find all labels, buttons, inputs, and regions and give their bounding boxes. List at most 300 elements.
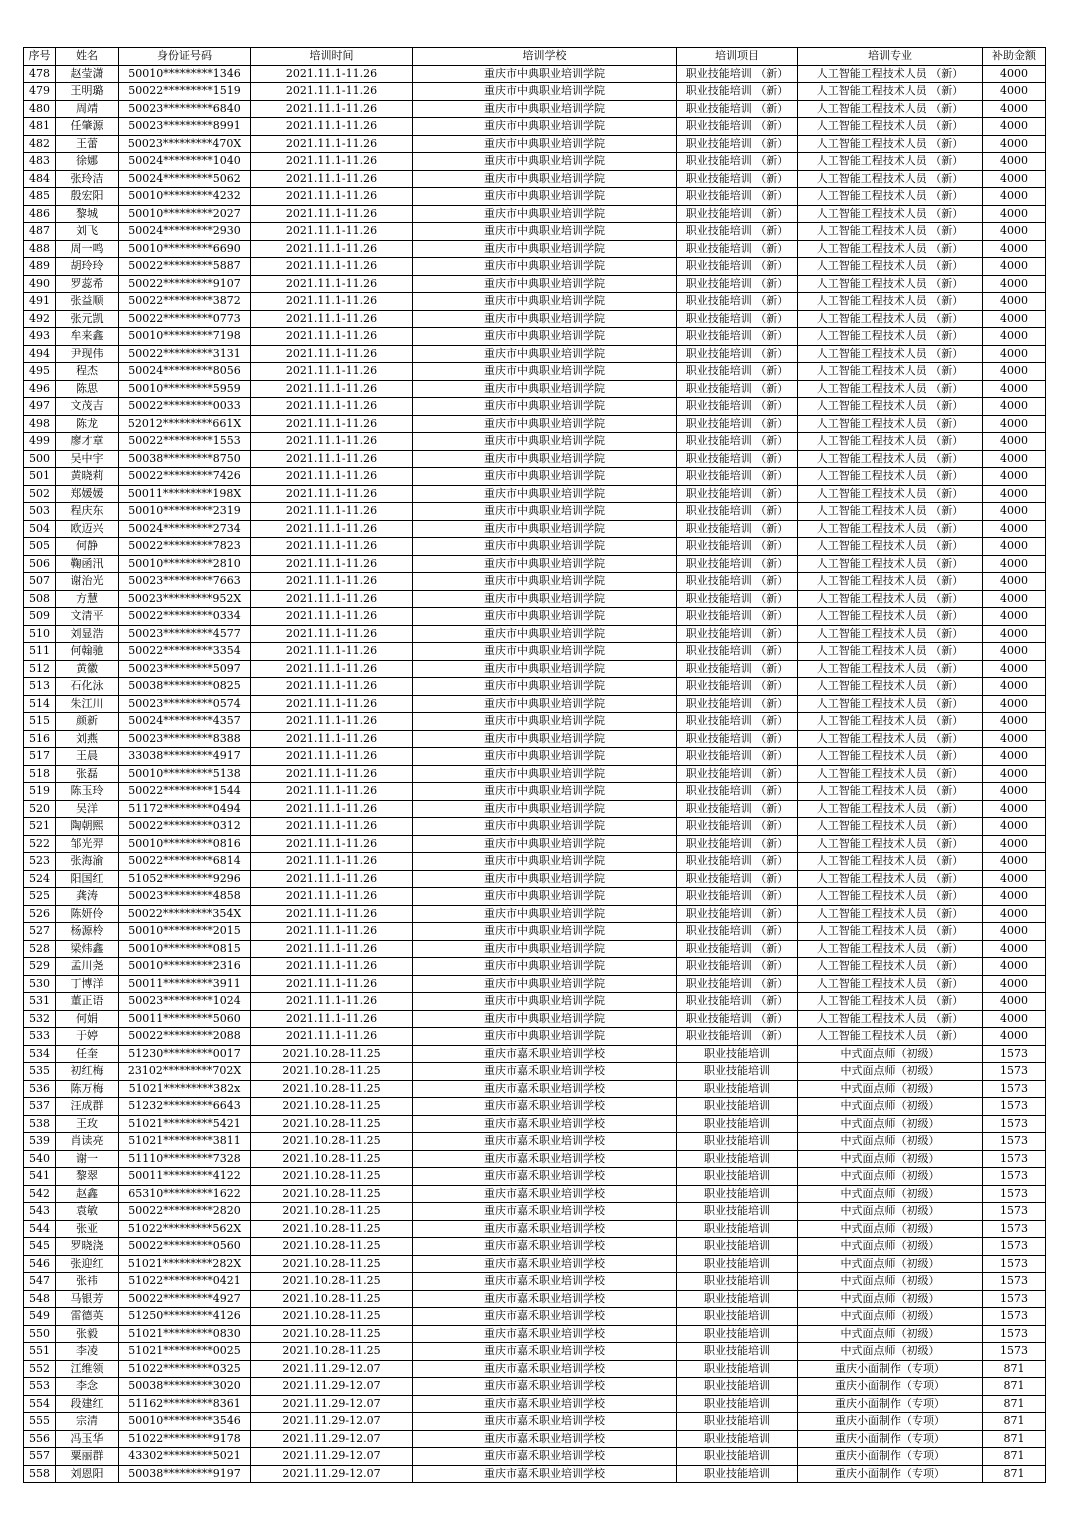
table-row bbox=[24, 958, 1046, 976]
cell-training-project: 职业技能培训 （新） bbox=[677, 573, 798, 591]
cell-training-time: 2021.11.1-11.26 bbox=[251, 328, 413, 346]
cell-name: 陈龙 bbox=[56, 415, 119, 433]
cell-training-project: 职业技能培训 bbox=[677, 1045, 798, 1063]
cell-id-number: 50010*********2027 bbox=[119, 205, 251, 223]
cell-training-project: 职业技能培训 bbox=[677, 1168, 798, 1186]
cell-index: 496 bbox=[24, 380, 56, 398]
cell-training-project: 职业技能培训 （新） bbox=[677, 800, 798, 818]
cell-training-major: 人工智能工程技术人员 （新） bbox=[798, 783, 983, 801]
cell-training-project: 职业技能培训 （新） bbox=[677, 590, 798, 608]
cell-subsidy-amount: 1573 bbox=[983, 1203, 1046, 1221]
cell-training-major: 中式面点师（初级） bbox=[798, 1115, 983, 1133]
cell-subsidy-amount: 1573 bbox=[983, 1273, 1046, 1291]
cell-training-time: 2021.11.1-11.26 bbox=[251, 608, 413, 626]
header-training-major: 培训专业 bbox=[798, 48, 983, 66]
table-row bbox=[24, 1080, 1046, 1098]
cell-training-project: 职业技能培训 （新） bbox=[677, 958, 798, 976]
cell-index: 510 bbox=[24, 625, 56, 643]
cell-subsidy-amount: 4000 bbox=[983, 783, 1046, 801]
cell-subsidy-amount: 4000 bbox=[983, 275, 1046, 293]
cell-training-project: 职业技能培训 （新） bbox=[677, 1010, 798, 1028]
cell-name: 何翰驰 bbox=[56, 643, 119, 661]
cell-name: 石化泳 bbox=[56, 678, 119, 696]
cell-index: 537 bbox=[24, 1098, 56, 1116]
cell-index: 549 bbox=[24, 1308, 56, 1326]
cell-training-major: 重庆小面制作（专项） bbox=[798, 1430, 983, 1448]
table-row bbox=[24, 1343, 1046, 1361]
cell-name: 鞠函汛 bbox=[56, 555, 119, 573]
table-row bbox=[24, 1010, 1046, 1028]
cell-id-number: 50023*********4858 bbox=[119, 888, 251, 906]
cell-id-number: 51172*********0494 bbox=[119, 800, 251, 818]
cell-id-number: 50038*********9197 bbox=[119, 1465, 251, 1483]
cell-index: 542 bbox=[24, 1185, 56, 1203]
cell-training-school: 重庆市中典职业培训学院 bbox=[413, 975, 677, 993]
cell-training-major: 人工智能工程技术人员 （新） bbox=[798, 118, 983, 136]
cell-training-project: 职业技能培训 （新） bbox=[677, 188, 798, 206]
cell-subsidy-amount: 1573 bbox=[983, 1255, 1046, 1273]
cell-training-major: 人工智能工程技术人员 （新） bbox=[798, 380, 983, 398]
cell-training-school: 重庆市中典职业培训学院 bbox=[413, 433, 677, 451]
cell-training-school: 重庆市中典职业培训学院 bbox=[413, 188, 677, 206]
table-row bbox=[24, 503, 1046, 521]
cell-subsidy-amount: 871 bbox=[983, 1448, 1046, 1466]
table-row bbox=[24, 1238, 1046, 1256]
cell-id-number: 23102*********702X bbox=[119, 1063, 251, 1081]
cell-training-school: 重庆市嘉禾职业培训学校 bbox=[413, 1115, 677, 1133]
cell-training-school: 重庆市中典职业培训学院 bbox=[413, 293, 677, 311]
cell-training-major: 中式面点师（初级） bbox=[798, 1238, 983, 1256]
cell-id-number: 51021*********282X bbox=[119, 1255, 251, 1273]
cell-name: 何娟 bbox=[56, 1010, 119, 1028]
cell-index: 524 bbox=[24, 870, 56, 888]
cell-subsidy-amount: 4000 bbox=[983, 660, 1046, 678]
cell-subsidy-amount: 871 bbox=[983, 1430, 1046, 1448]
cell-training-major: 人工智能工程技术人员 （新） bbox=[798, 678, 983, 696]
cell-subsidy-amount: 4000 bbox=[983, 538, 1046, 556]
cell-training-project: 职业技能培训 bbox=[677, 1413, 798, 1431]
cell-id-number: 50024*********2930 bbox=[119, 223, 251, 241]
table-row bbox=[24, 170, 1046, 188]
cell-training-project: 职业技能培训 （新） bbox=[677, 100, 798, 118]
cell-training-major: 人工智能工程技术人员 （新） bbox=[798, 293, 983, 311]
cell-training-school: 重庆市中典职业培训学院 bbox=[413, 118, 677, 136]
cell-name: 罗晓浇 bbox=[56, 1238, 119, 1256]
cell-training-major: 人工智能工程技术人员 （新） bbox=[798, 923, 983, 941]
cell-name: 赵莹潇 bbox=[56, 65, 119, 83]
cell-id-number: 50010*********0816 bbox=[119, 835, 251, 853]
cell-training-major: 中式面点师（初级） bbox=[798, 1343, 983, 1361]
cell-training-time: 2021.10.28-11.25 bbox=[251, 1325, 413, 1343]
cell-index: 479 bbox=[24, 83, 56, 101]
cell-training-school: 重庆市中典职业培训学院 bbox=[413, 695, 677, 713]
table-row bbox=[24, 363, 1046, 381]
cell-training-major: 人工智能工程技术人员 （新） bbox=[798, 625, 983, 643]
cell-training-project: 职业技能培训 bbox=[677, 1360, 798, 1378]
cell-training-school: 重庆市嘉禾职业培训学校 bbox=[413, 1308, 677, 1326]
cell-subsidy-amount: 4000 bbox=[983, 888, 1046, 906]
cell-index: 551 bbox=[24, 1343, 56, 1361]
cell-index: 485 bbox=[24, 188, 56, 206]
cell-index: 543 bbox=[24, 1203, 56, 1221]
cell-id-number: 50010*********2319 bbox=[119, 503, 251, 521]
cell-training-project: 职业技能培训 （新） bbox=[677, 275, 798, 293]
table-row bbox=[24, 993, 1046, 1011]
cell-training-project: 职业技能培训 bbox=[677, 1343, 798, 1361]
cell-training-project: 职业技能培训 （新） bbox=[677, 485, 798, 503]
cell-id-number: 50022*********0560 bbox=[119, 1238, 251, 1256]
cell-id-number: 50022*********354X bbox=[119, 905, 251, 923]
cell-subsidy-amount: 4000 bbox=[983, 870, 1046, 888]
cell-name: 陈玉玲 bbox=[56, 783, 119, 801]
table-row bbox=[24, 485, 1046, 503]
cell-training-time: 2021.11.1-11.26 bbox=[251, 783, 413, 801]
cell-training-school: 重庆市中典职业培训学院 bbox=[413, 713, 677, 731]
cell-subsidy-amount: 4000 bbox=[983, 240, 1046, 258]
cell-name: 张毅 bbox=[56, 1325, 119, 1343]
cell-training-project: 职业技能培训 （新） bbox=[677, 905, 798, 923]
cell-training-school: 重庆市中典职业培训学院 bbox=[413, 853, 677, 871]
cell-training-time: 2021.11.1-11.26 bbox=[251, 958, 413, 976]
table-row bbox=[24, 1308, 1046, 1326]
cell-training-time: 2021.10.28-11.25 bbox=[251, 1185, 413, 1203]
cell-subsidy-amount: 4000 bbox=[983, 363, 1046, 381]
cell-index: 546 bbox=[24, 1255, 56, 1273]
cell-training-major: 人工智能工程技术人员 （新） bbox=[798, 870, 983, 888]
cell-id-number: 50023*********8388 bbox=[119, 730, 251, 748]
cell-subsidy-amount: 4000 bbox=[983, 415, 1046, 433]
cell-training-time: 2021.11.29-12.07 bbox=[251, 1448, 413, 1466]
cell-index: 515 bbox=[24, 713, 56, 731]
cell-name: 袁敏 bbox=[56, 1203, 119, 1221]
cell-training-major: 人工智能工程技术人员 （新） bbox=[798, 713, 983, 731]
cell-training-project: 职业技能培训 （新） bbox=[677, 83, 798, 101]
cell-name: 黄徽 bbox=[56, 660, 119, 678]
cell-subsidy-amount: 4000 bbox=[983, 695, 1046, 713]
cell-training-major: 人工智能工程技术人员 （新） bbox=[798, 993, 983, 1011]
cell-training-school: 重庆市嘉禾职业培训学校 bbox=[413, 1378, 677, 1396]
cell-training-school: 重庆市嘉禾职业培训学校 bbox=[413, 1290, 677, 1308]
cell-training-school: 重庆市嘉禾职业培训学校 bbox=[413, 1430, 677, 1448]
cell-id-number: 51021*********3811 bbox=[119, 1133, 251, 1151]
cell-training-school: 重庆市中典职业培训学院 bbox=[413, 1010, 677, 1028]
cell-name: 冯玉华 bbox=[56, 1430, 119, 1448]
cell-name: 何静 bbox=[56, 538, 119, 556]
cell-training-school: 重庆市中典职业培训学院 bbox=[413, 870, 677, 888]
cell-subsidy-amount: 4000 bbox=[983, 153, 1046, 171]
table-header-row bbox=[24, 48, 1046, 66]
cell-training-project: 职业技能培训 （新） bbox=[677, 853, 798, 871]
cell-name: 段建红 bbox=[56, 1395, 119, 1413]
cell-training-school: 重庆市中典职业培训学院 bbox=[413, 258, 677, 276]
cell-name: 周靖 bbox=[56, 100, 119, 118]
cell-subsidy-amount: 4000 bbox=[983, 975, 1046, 993]
cell-subsidy-amount: 4000 bbox=[983, 713, 1046, 731]
cell-index: 523 bbox=[24, 853, 56, 871]
cell-name: 董正语 bbox=[56, 993, 119, 1011]
cell-training-time: 2021.10.28-11.25 bbox=[251, 1133, 413, 1151]
header-subsidy-amount: 补助金额 bbox=[983, 48, 1046, 66]
cell-index: 536 bbox=[24, 1080, 56, 1098]
cell-subsidy-amount: 1573 bbox=[983, 1150, 1046, 1168]
cell-training-major: 人工智能工程技术人员 （新） bbox=[798, 450, 983, 468]
cell-id-number: 50010*********7198 bbox=[119, 328, 251, 346]
cell-subsidy-amount: 4000 bbox=[983, 608, 1046, 626]
cell-name: 谢一 bbox=[56, 1150, 119, 1168]
cell-name: 任奎 bbox=[56, 1045, 119, 1063]
cell-training-time: 2021.11.1-11.26 bbox=[251, 800, 413, 818]
cell-training-project: 职业技能培训 （新） bbox=[677, 310, 798, 328]
cell-name: 郑媛媛 bbox=[56, 485, 119, 503]
cell-training-major: 中式面点师（初级） bbox=[798, 1045, 983, 1063]
cell-training-major: 人工智能工程技术人员 （新） bbox=[798, 310, 983, 328]
cell-index: 513 bbox=[24, 678, 56, 696]
cell-name: 文清平 bbox=[56, 608, 119, 626]
cell-subsidy-amount: 4000 bbox=[983, 730, 1046, 748]
cell-name: 邹光羿 bbox=[56, 835, 119, 853]
table-row bbox=[24, 135, 1046, 153]
cell-subsidy-amount: 4000 bbox=[983, 205, 1046, 223]
cell-index: 538 bbox=[24, 1115, 56, 1133]
cell-training-time: 2021.10.28-11.25 bbox=[251, 1168, 413, 1186]
cell-id-number: 50022*********0773 bbox=[119, 310, 251, 328]
cell-subsidy-amount: 4000 bbox=[983, 293, 1046, 311]
cell-training-major: 人工智能工程技术人员 （新） bbox=[798, 835, 983, 853]
cell-training-major: 人工智能工程技术人员 （新） bbox=[798, 818, 983, 836]
cell-name: 黎翠 bbox=[56, 1168, 119, 1186]
cell-index: 480 bbox=[24, 100, 56, 118]
cell-training-school: 重庆市中典职业培训学院 bbox=[413, 153, 677, 171]
table-row bbox=[24, 975, 1046, 993]
cell-training-school: 重庆市中典职业培训学院 bbox=[413, 485, 677, 503]
cell-index: 554 bbox=[24, 1395, 56, 1413]
cell-training-time: 2021.10.28-11.25 bbox=[251, 1290, 413, 1308]
cell-name: 于婷 bbox=[56, 1028, 119, 1046]
cell-id-number: 50022*********2088 bbox=[119, 1028, 251, 1046]
cell-training-school: 重庆市中典职业培训学院 bbox=[413, 415, 677, 433]
cell-index: 511 bbox=[24, 643, 56, 661]
cell-training-time: 2021.11.1-11.26 bbox=[251, 555, 413, 573]
cell-index: 487 bbox=[24, 223, 56, 241]
cell-training-major: 人工智能工程技术人员 （新） bbox=[798, 223, 983, 241]
cell-id-number: 51232*********6643 bbox=[119, 1098, 251, 1116]
cell-id-number: 50010*********2316 bbox=[119, 958, 251, 976]
cell-training-project: 职业技能培训 （新） bbox=[677, 135, 798, 153]
cell-training-time: 2021.11.1-11.26 bbox=[251, 415, 413, 433]
cell-name: 颜新 bbox=[56, 713, 119, 731]
cell-training-time: 2021.11.1-11.26 bbox=[251, 65, 413, 83]
cell-name: 尹现伟 bbox=[56, 345, 119, 363]
table-row bbox=[24, 310, 1046, 328]
cell-index: 526 bbox=[24, 905, 56, 923]
cell-training-time: 2021.11.29-12.07 bbox=[251, 1378, 413, 1396]
cell-training-time: 2021.11.1-11.26 bbox=[251, 940, 413, 958]
cell-training-school: 重庆市中典职业培训学院 bbox=[413, 573, 677, 591]
cell-training-time: 2021.11.1-11.26 bbox=[251, 905, 413, 923]
cell-id-number: 51021*********0830 bbox=[119, 1325, 251, 1343]
table-row bbox=[24, 380, 1046, 398]
cell-training-time: 2021.11.1-11.26 bbox=[251, 695, 413, 713]
cell-training-school: 重庆市中典职业培训学院 bbox=[413, 923, 677, 941]
cell-training-project: 职业技能培训 （新） bbox=[677, 713, 798, 731]
cell-training-school: 重庆市中典职业培训学院 bbox=[413, 818, 677, 836]
cell-training-school: 重庆市中典职业培训学院 bbox=[413, 345, 677, 363]
cell-name: 张磊 bbox=[56, 765, 119, 783]
cell-training-project: 职业技能培训 （新） bbox=[677, 1028, 798, 1046]
cell-id-number: 50024*********2734 bbox=[119, 520, 251, 538]
table-row bbox=[24, 643, 1046, 661]
table-body bbox=[24, 65, 1046, 1483]
cell-training-project: 职业技能培训 bbox=[677, 1448, 798, 1466]
cell-training-project: 职业技能培训 （新） bbox=[677, 345, 798, 363]
cell-training-major: 人工智能工程技术人员 （新） bbox=[798, 730, 983, 748]
cell-name: 殷宏阳 bbox=[56, 188, 119, 206]
cell-training-school: 重庆市中典职业培训学院 bbox=[413, 398, 677, 416]
cell-subsidy-amount: 4000 bbox=[983, 398, 1046, 416]
table-row bbox=[24, 345, 1046, 363]
cell-index: 550 bbox=[24, 1325, 56, 1343]
cell-id-number: 43302*********5021 bbox=[119, 1448, 251, 1466]
cell-training-time: 2021.10.28-11.25 bbox=[251, 1080, 413, 1098]
table-row bbox=[24, 678, 1046, 696]
cell-id-number: 50022*********1519 bbox=[119, 83, 251, 101]
cell-id-number: 50023*********4577 bbox=[119, 625, 251, 643]
cell-subsidy-amount: 4000 bbox=[983, 590, 1046, 608]
cell-subsidy-amount: 4000 bbox=[983, 1028, 1046, 1046]
cell-id-number: 50022*********3872 bbox=[119, 293, 251, 311]
cell-id-number: 50023*********5097 bbox=[119, 660, 251, 678]
cell-training-school: 重庆市中典职业培训学院 bbox=[413, 503, 677, 521]
cell-training-major: 人工智能工程技术人员 （新） bbox=[798, 573, 983, 591]
cell-training-project: 职业技能培训 bbox=[677, 1080, 798, 1098]
table-row bbox=[24, 608, 1046, 626]
cell-subsidy-amount: 1573 bbox=[983, 1168, 1046, 1186]
cell-training-time: 2021.11.1-11.26 bbox=[251, 100, 413, 118]
cell-name: 刘燕 bbox=[56, 730, 119, 748]
cell-index: 535 bbox=[24, 1063, 56, 1081]
cell-training-time: 2021.11.1-11.26 bbox=[251, 310, 413, 328]
cell-training-time: 2021.11.1-11.26 bbox=[251, 660, 413, 678]
cell-id-number: 50022*********3131 bbox=[119, 345, 251, 363]
table-row bbox=[24, 870, 1046, 888]
cell-subsidy-amount: 4000 bbox=[983, 993, 1046, 1011]
table-row bbox=[24, 1378, 1046, 1396]
cell-index: 484 bbox=[24, 170, 56, 188]
cell-name: 马银芳 bbox=[56, 1290, 119, 1308]
cell-training-time: 2021.11.1-11.26 bbox=[251, 730, 413, 748]
cell-name: 朱江川 bbox=[56, 695, 119, 713]
cell-training-time: 2021.11.1-11.26 bbox=[251, 503, 413, 521]
cell-index: 493 bbox=[24, 328, 56, 346]
cell-subsidy-amount: 4000 bbox=[983, 188, 1046, 206]
cell-training-major: 人工智能工程技术人员 （新） bbox=[798, 100, 983, 118]
cell-id-number: 50023*********0574 bbox=[119, 695, 251, 713]
cell-training-school: 重庆市中典职业培训学院 bbox=[413, 1028, 677, 1046]
cell-id-number: 50023*********6840 bbox=[119, 100, 251, 118]
table-row bbox=[24, 1203, 1046, 1221]
cell-id-number: 50022*********0312 bbox=[119, 818, 251, 836]
cell-name: 欧迈兴 bbox=[56, 520, 119, 538]
cell-subsidy-amount: 4000 bbox=[983, 520, 1046, 538]
table-row bbox=[24, 468, 1046, 486]
cell-subsidy-amount: 871 bbox=[983, 1378, 1046, 1396]
cell-name: 陈妍伶 bbox=[56, 905, 119, 923]
cell-training-major: 人工智能工程技术人员 （新） bbox=[798, 258, 983, 276]
cell-name: 初红梅 bbox=[56, 1063, 119, 1081]
cell-training-time: 2021.11.1-11.26 bbox=[251, 485, 413, 503]
cell-training-major: 人工智能工程技术人员 （新） bbox=[798, 503, 983, 521]
table-row bbox=[24, 1150, 1046, 1168]
cell-name: 罗蕊希 bbox=[56, 275, 119, 293]
table-row bbox=[24, 853, 1046, 871]
cell-name: 王蕾 bbox=[56, 135, 119, 153]
cell-training-school: 重庆市中典职业培训学院 bbox=[413, 940, 677, 958]
table-row bbox=[24, 1395, 1046, 1413]
cell-index: 519 bbox=[24, 783, 56, 801]
cell-training-project: 职业技能培训 （新） bbox=[677, 975, 798, 993]
cell-training-time: 2021.11.29-12.07 bbox=[251, 1360, 413, 1378]
cell-index: 505 bbox=[24, 538, 56, 556]
cell-name: 王晨 bbox=[56, 748, 119, 766]
table-row bbox=[24, 293, 1046, 311]
cell-training-project: 职业技能培训 bbox=[677, 1063, 798, 1081]
cell-name: 徐娜 bbox=[56, 153, 119, 171]
cell-name: 廖才章 bbox=[56, 433, 119, 451]
cell-training-time: 2021.11.1-11.26 bbox=[251, 1010, 413, 1028]
cell-training-project: 职业技能培训 （新） bbox=[677, 625, 798, 643]
cell-training-major: 重庆小面制作（专项） bbox=[798, 1395, 983, 1413]
cell-name: 胡玲玲 bbox=[56, 258, 119, 276]
cell-training-major: 人工智能工程技术人员 （新） bbox=[798, 905, 983, 923]
table-row bbox=[24, 888, 1046, 906]
cell-index: 533 bbox=[24, 1028, 56, 1046]
cell-training-time: 2021.11.1-11.26 bbox=[251, 240, 413, 258]
cell-training-project: 职业技能培训 （新） bbox=[677, 835, 798, 853]
table-row bbox=[24, 800, 1046, 818]
cell-id-number: 65310*********1622 bbox=[119, 1185, 251, 1203]
cell-training-school: 重庆市嘉禾职业培训学校 bbox=[413, 1325, 677, 1343]
cell-training-project: 职业技能培训 bbox=[677, 1133, 798, 1151]
table-row bbox=[24, 1098, 1046, 1116]
cell-training-project: 职业技能培训 （新） bbox=[677, 555, 798, 573]
cell-training-project: 职业技能培训 （新） bbox=[677, 223, 798, 241]
cell-index: 482 bbox=[24, 135, 56, 153]
cell-name: 任肇源 bbox=[56, 118, 119, 136]
cell-subsidy-amount: 4000 bbox=[983, 765, 1046, 783]
cell-id-number: 50022*********5887 bbox=[119, 258, 251, 276]
cell-index: 529 bbox=[24, 958, 56, 976]
cell-index: 488 bbox=[24, 240, 56, 258]
table-row bbox=[24, 65, 1046, 83]
cell-id-number: 50038*********8750 bbox=[119, 450, 251, 468]
cell-training-major: 人工智能工程技术人员 （新） bbox=[798, 888, 983, 906]
cell-training-school: 重庆市中典职业培训学院 bbox=[413, 205, 677, 223]
cell-id-number: 50010*********6690 bbox=[119, 240, 251, 258]
cell-subsidy-amount: 871 bbox=[983, 1360, 1046, 1378]
cell-subsidy-amount: 1573 bbox=[983, 1343, 1046, 1361]
cell-subsidy-amount: 1573 bbox=[983, 1308, 1046, 1326]
cell-training-time: 2021.11.1-11.26 bbox=[251, 293, 413, 311]
cell-training-major: 中式面点师（初级） bbox=[798, 1308, 983, 1326]
cell-training-project: 职业技能培训 （新） bbox=[677, 818, 798, 836]
table-row bbox=[24, 660, 1046, 678]
cell-subsidy-amount: 4000 bbox=[983, 380, 1046, 398]
cell-training-time: 2021.11.1-11.26 bbox=[251, 573, 413, 591]
cell-training-project: 职业技能培训 （新） bbox=[677, 538, 798, 556]
cell-training-school: 重庆市嘉禾职业培训学校 bbox=[413, 1395, 677, 1413]
cell-training-school: 重庆市中典职业培训学院 bbox=[413, 905, 677, 923]
cell-id-number: 50022*********1544 bbox=[119, 783, 251, 801]
